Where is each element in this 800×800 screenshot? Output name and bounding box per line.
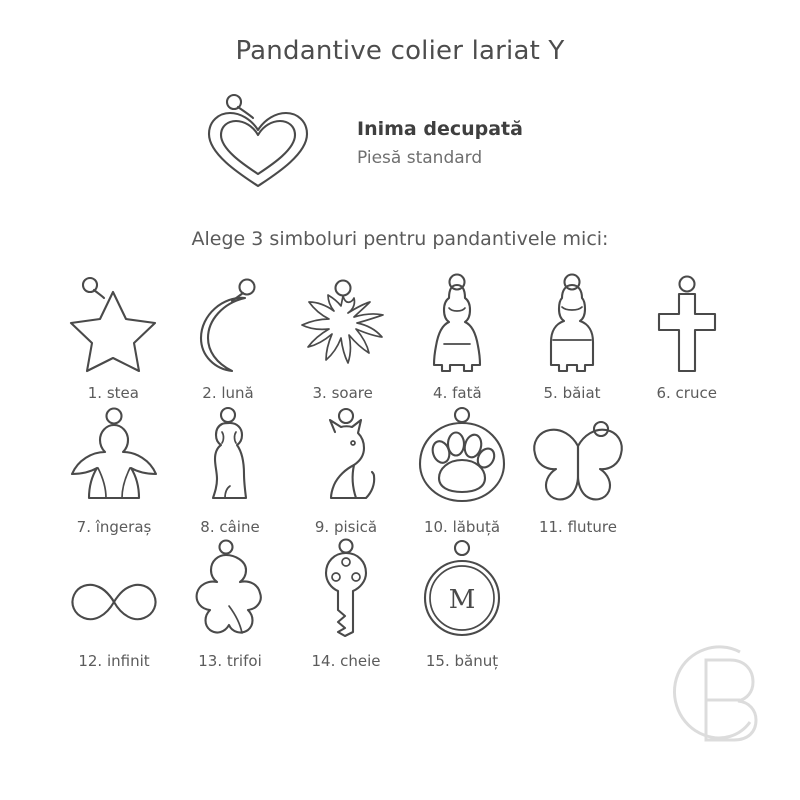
cross-icon	[632, 268, 742, 374]
symbol-grid	[0, 268, 800, 670]
symbol-label: 5. băiat	[543, 384, 601, 402]
symbol-item-stea[interactable]	[56, 268, 171, 402]
symbol-item-baiat[interactable]	[515, 268, 630, 402]
coin-icon	[404, 536, 520, 642]
key-icon	[288, 536, 404, 642]
symbol-item-soare[interactable]	[285, 268, 400, 402]
moon-icon	[173, 268, 283, 374]
symbol-label: 2. lună	[202, 384, 254, 402]
symbol-item-luna[interactable]	[171, 268, 286, 402]
symbol-item-cruce[interactable]	[629, 268, 744, 402]
page-title: Pandantive colier lariat Y	[235, 36, 565, 66]
symbol-item-fata[interactable]	[400, 268, 515, 402]
symbol-label: 3. soare	[312, 384, 373, 402]
symbol-item-fluture[interactable]	[520, 402, 636, 536]
engraved-letter: M	[448, 585, 476, 615]
butterfly-icon	[520, 402, 636, 508]
boy-icon	[517, 268, 627, 374]
symbol-label: 6. cruce	[656, 384, 717, 402]
symbol-item-trifoi[interactable]	[172, 536, 288, 670]
symbol-label: 10. lăbuță	[423, 518, 501, 536]
cut-out-heart-icon	[183, 88, 333, 198]
watermark-logo	[648, 628, 778, 758]
symbol-item-pisica[interactable]	[288, 402, 404, 536]
symbol-label: 7. îngeraș	[76, 518, 152, 536]
symbol-label: 11. fluture	[538, 518, 618, 536]
sun-icon	[288, 268, 398, 374]
symbol-row	[56, 402, 744, 536]
instruction-text: Alege 3 simboluri pentru pandantivele mici:	[191, 228, 609, 250]
symbol-label: 15. bănuț	[425, 652, 499, 670]
symbol-item-caine[interactable]	[172, 402, 288, 536]
feature-title: Inima decupată	[357, 118, 523, 140]
symbol-item-banut[interactable]	[404, 536, 520, 670]
paw-icon	[404, 402, 520, 508]
feature-subtitle: Piesă standard	[357, 148, 483, 168]
symbol-label: 9. pisică	[314, 518, 378, 536]
clover-icon	[172, 536, 288, 642]
dog-icon	[172, 402, 288, 508]
symbol-item-labuta[interactable]	[404, 402, 520, 536]
feature-text-block	[357, 118, 617, 168]
symbol-row	[56, 536, 744, 670]
symbol-label: 1. stea	[87, 384, 139, 402]
symbol-label: 4. fată	[433, 384, 482, 402]
feature-pendant	[0, 88, 800, 198]
cat-icon	[288, 402, 404, 508]
star-icon	[58, 268, 168, 374]
symbol-item-ingeras[interactable]	[56, 402, 172, 536]
symbol-label: 8. câine	[200, 518, 260, 536]
symbol-row	[56, 268, 744, 402]
infinity-icon	[56, 536, 172, 642]
symbol-label: 14. cheie	[311, 652, 381, 670]
angel-icon	[56, 402, 172, 508]
symbol-item-infinit[interactable]	[56, 536, 172, 670]
symbol-label: 12. infinit	[78, 652, 150, 670]
symbol-label: 13. trifoi	[198, 652, 262, 670]
girl-icon	[402, 268, 512, 374]
symbol-item-cheie[interactable]	[288, 536, 404, 670]
